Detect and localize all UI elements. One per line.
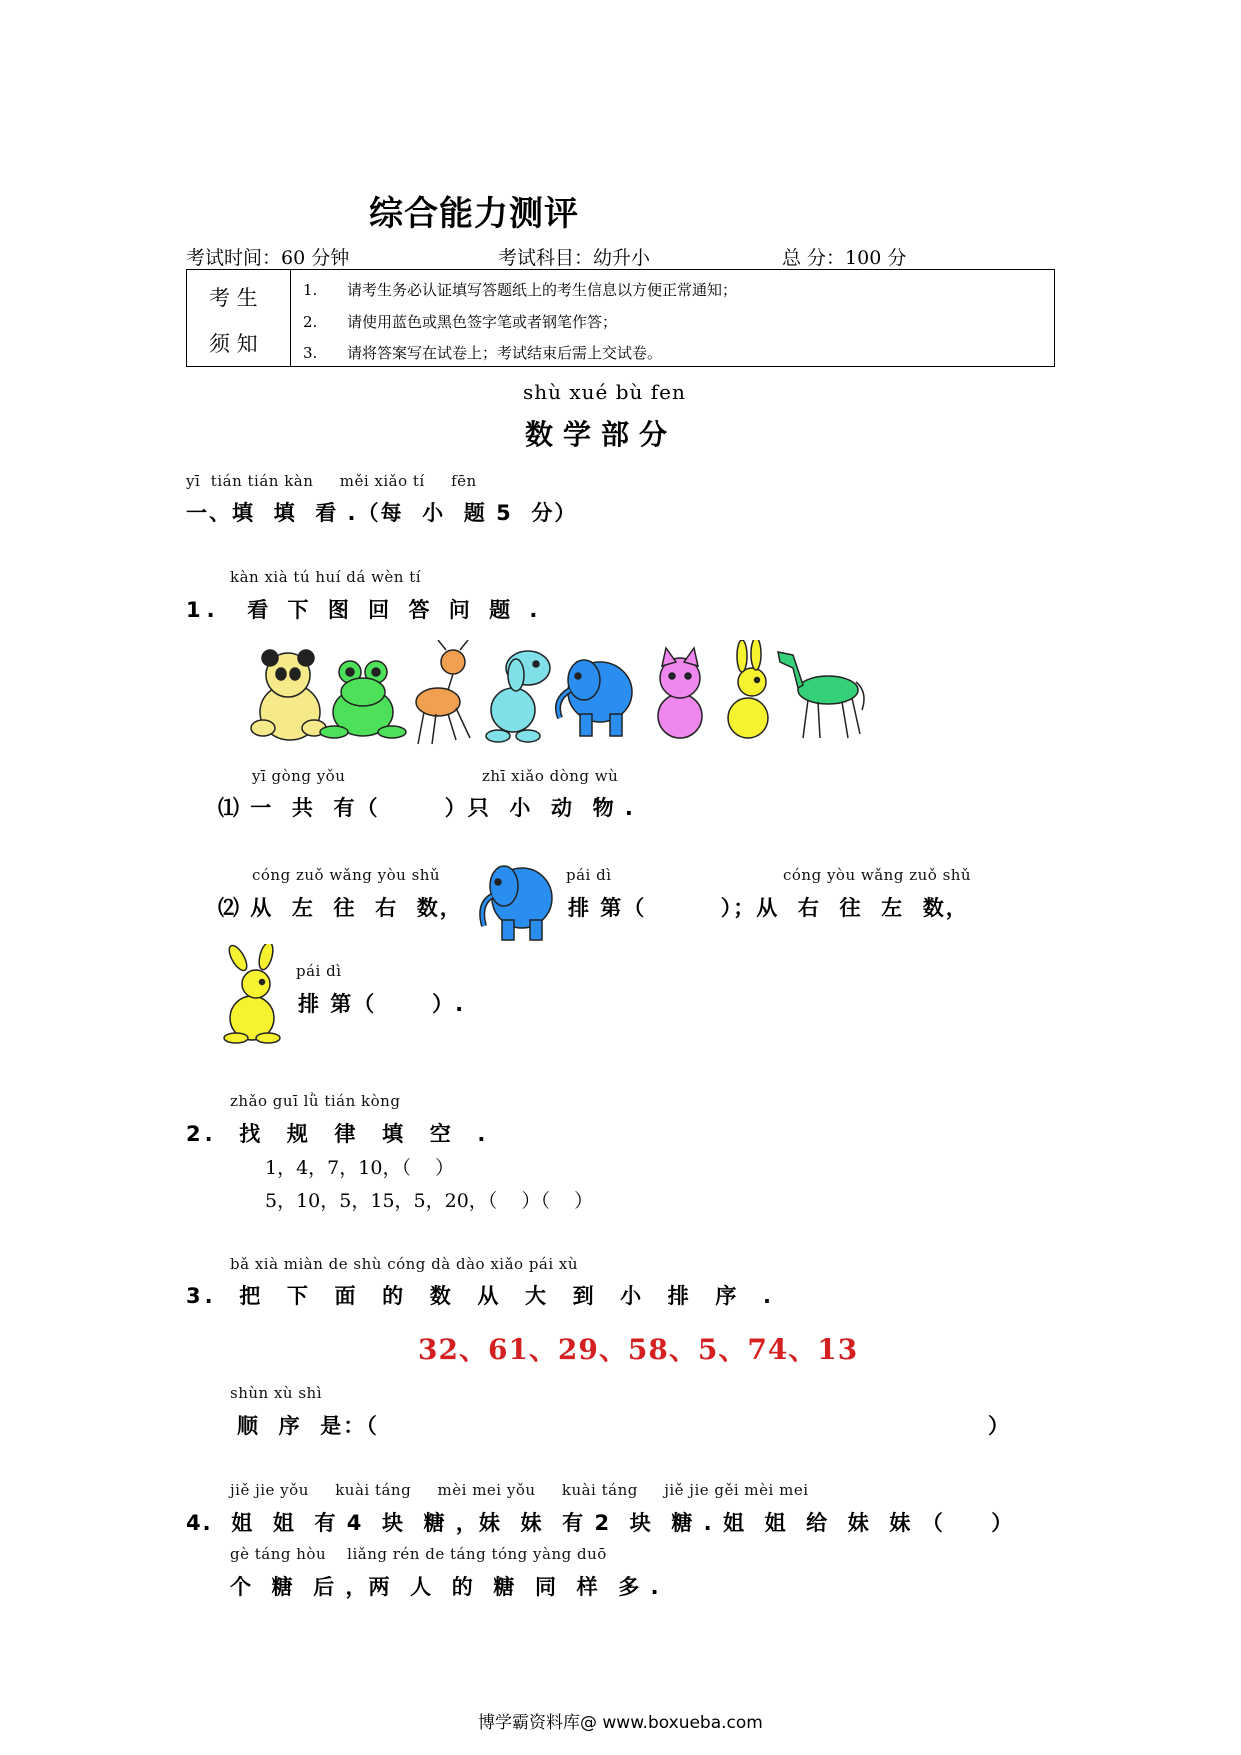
- horse-icon: [778, 652, 864, 738]
- section-pinyin: shù xué bù fen: [523, 380, 686, 404]
- notice-label-1: 考 生: [209, 286, 258, 310]
- exam-subject: 考试科目：幼升小: [498, 247, 651, 269]
- notice-box: [186, 269, 1055, 367]
- q2-line2: 5，10，5，15，5，20，（ ）（ ）: [265, 1190, 594, 1212]
- q1-sub1-pinyin-b: zhī xiǎo dòng wù: [482, 767, 619, 785]
- notice-item-num: 3.: [303, 344, 318, 362]
- frog-icon: [320, 661, 406, 738]
- elephant-icon: [476, 856, 556, 942]
- elephant-icon: [558, 660, 632, 736]
- q2-text: 2. 找 规 律 填 空 .: [186, 1122, 490, 1146]
- dog-icon: [486, 651, 550, 742]
- exam-time: 考试时间：60 分钟: [186, 247, 350, 269]
- q1-sub2-text-b: 排 第（ ）；从 右 往 左 数，: [568, 896, 969, 920]
- part1-pinyin: yī tián tián kàn měi xiǎo tí fēn: [186, 472, 477, 490]
- section-title: 数学部分: [525, 418, 678, 451]
- notice-item-num: 1.: [303, 281, 318, 299]
- notice-item: [303, 279, 737, 300]
- q2-pinyin: zhǎo guī lǜ tián kòng: [230, 1092, 401, 1110]
- q1-sub1-pinyin-a: yī gòng yǒu: [252, 767, 346, 785]
- q4-pinyin-line1: jiě jie yǒu kuài táng mèi mei yǒu kuài táng jiě jie gěi mèi mei: [230, 1481, 809, 1499]
- rabbit-icon: [728, 640, 768, 738]
- q3-numbers: 32、61、29、58、5、74、13: [418, 1333, 859, 1366]
- q3-pinyin: bǎ xià miàn de shù cóng dà dào xiǎo pái xù: [230, 1255, 579, 1273]
- q4-text-line2: 个 糖 后 ，两 人 的 糖 同 样 多 .: [230, 1575, 661, 1599]
- q3-order-text: 顺 序 是：（: [237, 1414, 379, 1438]
- notice-item: [303, 311, 617, 332]
- notice-item-text: 请使用蓝色或黑色签字笔或者钢笔作答；: [347, 313, 618, 331]
- q3-text: 3. 把 下 面 的 数 从 大 到 小 排 序 .: [186, 1284, 776, 1308]
- q1-pinyin: kàn xià tú huí dá wèn tí: [230, 568, 422, 586]
- q1-sub1-text: ⑴ 一 共 有（ ）只 小 动 物 .: [218, 796, 635, 820]
- part1-title: 一、填 填 看 .（每 小 题 5 分）: [186, 501, 578, 525]
- q1-sub2-pinyin-a: cóng zuǒ wǎng yòu shǔ: [252, 866, 441, 884]
- q1-sub2-pinyin-c: cóng yòu wǎng zuǒ shǔ: [783, 866, 972, 884]
- exam-score: 总 分：100 分: [782, 247, 907, 269]
- notice-item-text: 请考生务必认证填写答题纸上的考生信息以方便正常通知；: [347, 281, 738, 299]
- q1-text: 1. 看 下 图 回 答 问 题 .: [186, 598, 544, 622]
- q2-line1: 1，4，7，10，（ ）: [265, 1157, 455, 1179]
- notice-item: [303, 342, 662, 363]
- q4-text-line1: 4. 姐 姐 有 4 块 糖 ，妹 妹 有 2 块 糖 . 姐 姐 给 妹 妹 （ ）: [186, 1511, 1015, 1535]
- notice-item-text: 请将答案写在试卷上；考试结束后需上交试卷。: [347, 344, 663, 362]
- q1-sub3-pinyin: pái dì: [296, 962, 342, 980]
- panda-icon: [251, 650, 326, 740]
- q1-sub2-text-a: ⑵ 从 左 往 右 数，: [218, 896, 463, 920]
- q3-order-pinyin: shùn xù shì: [230, 1384, 322, 1402]
- q4-pinyin-line2: gè táng hòu liǎng rén de táng tóng yàng duō: [230, 1545, 607, 1563]
- animal-row: [248, 640, 868, 750]
- deer-icon: [416, 640, 470, 744]
- notice-label-2: 须 知: [209, 332, 258, 356]
- q1-sub2-pinyin-b: pái dì: [566, 866, 612, 884]
- rabbit-icon: [220, 944, 286, 1044]
- notice-item-num: 2.: [303, 313, 318, 331]
- notice-label-cell: [187, 270, 291, 366]
- page-title: 综合能力测评: [369, 194, 579, 234]
- q3-order-close: ）: [988, 1414, 1009, 1438]
- footer-watermark: 博学霸资料库@ www.boxueba.com: [478, 1713, 763, 1733]
- cat-icon: [658, 648, 702, 738]
- q1-sub3-text: 排 第（ ）.: [298, 992, 466, 1016]
